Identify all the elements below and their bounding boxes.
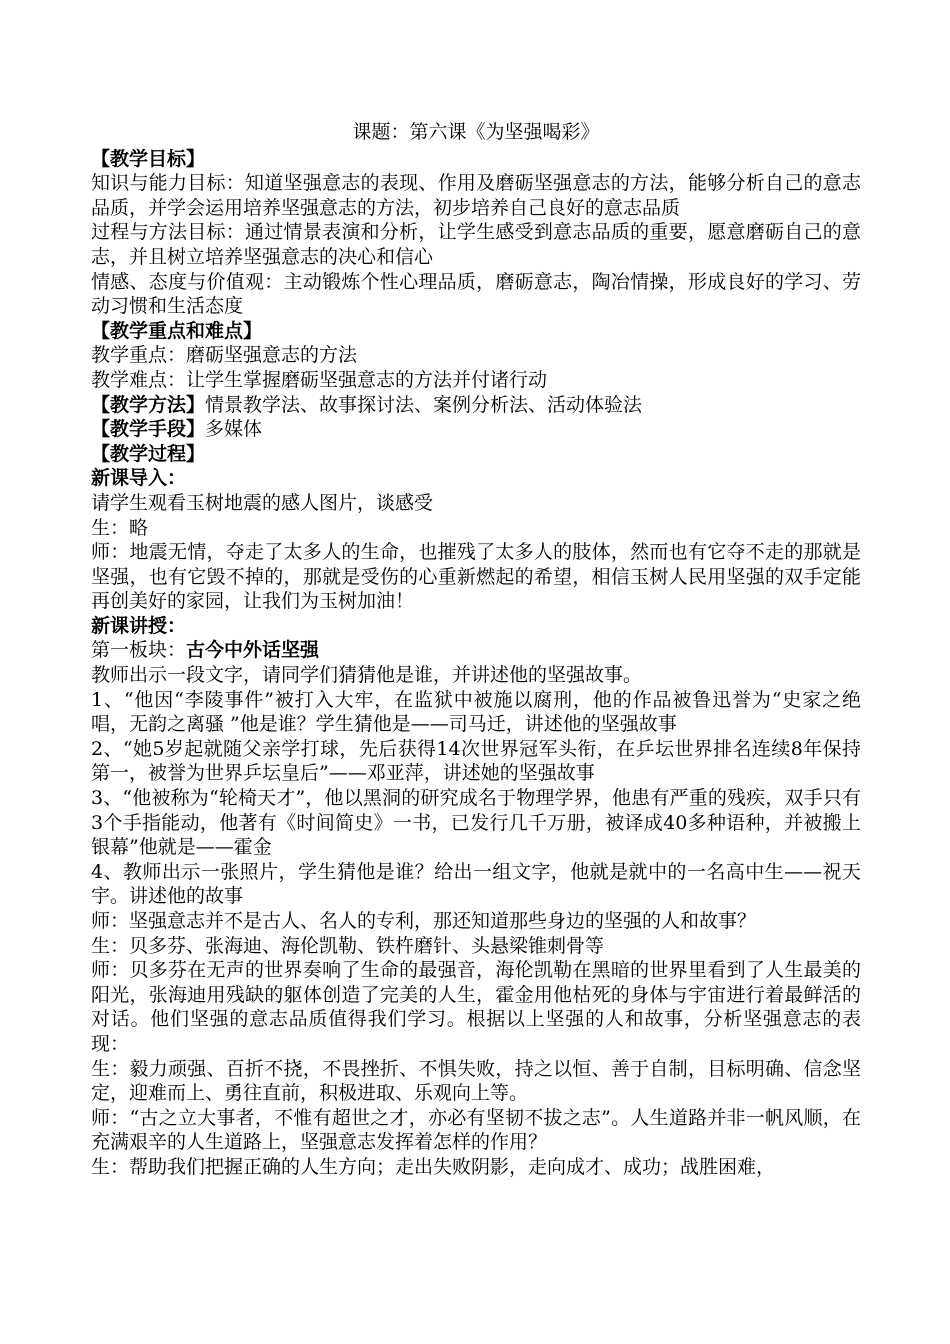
intro-paragraph: 生：略	[91, 516, 149, 539]
lecture-heading: 新课讲授：	[91, 614, 187, 637]
means-label: 【教学手段】	[91, 418, 206, 441]
document-page	[91, 120, 861, 1180]
method-text: 情景教学法、故事探讨法、案例分析法、活动体验法	[205, 393, 643, 416]
lecture-paragraph: 2、“她5岁起就随父亲学打球，先后获得14次世界冠军头衔，在乒坛世界排名连续8年保持第一，被誉为世界乒坛皇后”——邓亚萍，讲述她的坚强故事	[91, 737, 861, 785]
lecture-paragraph: 4、教师出示一张照片，学生猜他是谁？给出一组文字，他就是就中的一名高中生——祝天宇。讲述他的故事	[91, 860, 861, 908]
key-focus: 教学重点：磨砺坚强意志的方法	[91, 344, 358, 367]
means-line	[91, 417, 861, 442]
lecture-paragraph: 教师出示一段文字，请同学们猜猜他是谁，并讲述他的坚强故事。	[91, 664, 643, 687]
lecture-paragraph: 生：帮助我们把握正确的人生方向；走出失败阴影，走向成才、成功；战胜困难，	[91, 1155, 776, 1178]
method-line	[91, 393, 861, 418]
key-difficulty: 教学难点：让学生掌握磨砺坚强意志的方法并付诸行动	[91, 368, 548, 391]
intro-paragraph: 请学生观看玉树地震的感人图片，谈感受	[91, 491, 434, 514]
lecture-paragraph: 师：坚强意志并不是古人、名人的专利，那还知道那些身边的坚强的人和故事？	[91, 910, 757, 932]
intro-paragraph: 师：地震无情，夺走了太多人的生命，也摧残了太多人的肢体，然而也有它夺不走的那就是坚强，也有它毁不掉的，那就是受伤的心重新燃起的希望，相信玉树人民用坚强的双手定能再创美好的家园，让我们为玉树加油！	[91, 541, 861, 613]
lecture-paragraph: 生：贝多芬、张海迪、海伦凯勒、铁杵磨针、头悬梁锥刺骨等	[91, 934, 605, 957]
key-heading: 【教学重点和难点】	[91, 319, 263, 342]
means-text: 多媒体	[205, 418, 263, 441]
goals-heading: 【教学目标】	[91, 147, 206, 170]
lecture-paragraph: 师：“古之立大事者，不惟有超世之才，亦必有坚韧不拔之志”。人生道路并非一帆风顺，在充满艰辛的人生道路上，坚强意志发挥着怎样的作用？	[91, 1106, 861, 1154]
block-line	[91, 638, 861, 663]
goal-knowledge: 知识与能力目标：知道坚强意志的表现、作用及磨砺坚强意志的方法，能够分析自己的意志品质，并学会运用培养坚强意志的方法，初步培养自己良好的意志品质	[91, 172, 861, 219]
lecture-paragraph: 3、“他被称为“轮椅天才”，他以黑洞的研究成名于物理学界，他患有严重的残疾，双手只有3个手指能动，他著有《时间简史》一书，已发行几千万册，被译成40多种语种，并被搬上银幕”他就是——霍金	[91, 787, 861, 859]
lecture-paragraph: 师：贝多芬在无声的世界奏响了生命的最强音，海伦凯勒在黑暗的世界里看到了人生最美的阳光，张海迪用残缺的躯体创造了完美的人生，霍金用他枯死的身体与宇宙进行着最鲜活的对话。他们坚强的意志品质值得我们学习。根据以上坚强的人和故事，分析坚强意志的表现：	[91, 959, 861, 1055]
block-prefix: 第一板块：	[91, 639, 187, 662]
intro-heading: 新课导入：	[91, 467, 187, 490]
block-title: 古今中外话坚强	[186, 639, 320, 662]
method-label: 【教学方法】	[91, 393, 206, 416]
lecture-paragraph: 1、“他因“李陵事件”被打入大牢，在监狱中被施以腐刑，他的作品被鲁迅誉为“史家之绝唱，无韵之离骚 ”他是谁？学生猜他是——司马迁，讲述他的坚强故事	[91, 688, 861, 736]
lecture-paragraph: 生：毅力顽强、百折不挠，不畏挫折、不惧失败，持之以恒、善于自制，目标明确、信念坚定，迎难而上、勇往直前，积极进取、乐观向上等。	[91, 1057, 861, 1105]
lesson-title: 课题：第六课《为坚强喝彩》	[352, 121, 600, 143]
goal-emotion: 情感、态度与价值观：主动锻炼个性心理品质，磨砺意志，陶冶情操，形成良好的学习、劳动习惯和生活态度	[91, 270, 861, 318]
process-heading: 【教学过程】	[91, 442, 206, 465]
goal-process: 过程与方法目标：通过情景表演和分析，让学生感受到意志品质的重要，愿意磨砺自己的意志，并且树立培养坚强意志的决心和信心	[91, 221, 861, 268]
